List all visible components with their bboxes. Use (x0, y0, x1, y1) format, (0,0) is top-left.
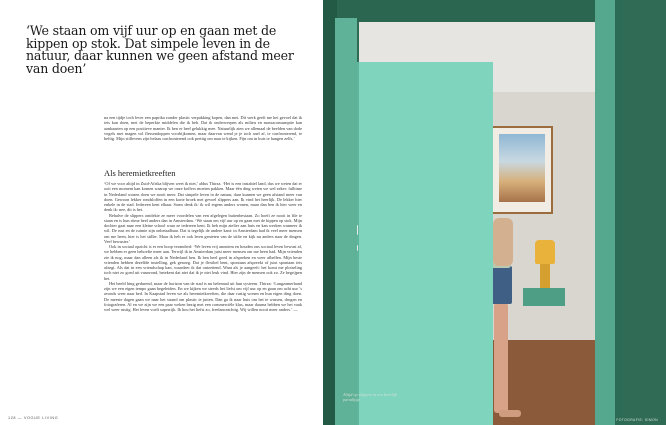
pull-quote: ‘We staan om vijf uur op en gaan met de kippen op stok. Dat simpele leven in de natuur, daar kunnen we geen afstand meer van doen’ (26, 23, 294, 76)
wall-right (623, 0, 666, 425)
body-paragraph: Ook in sociaal opzicht is er een hoop veranderd: ‘We leven vrij anoniem en houden ons sociaal leven bewust af, we hebben er geen behoefte meer aan. Terwijl ik in Amsterdam juist meer mensen om me heen had. Mijn vrienden zie ik nog, maar dan alleen als ik in Nederland ben. Ik ben heel goed in afspreken en weer afbellen. Mijn beste vrienden hebben dezelfde instelling, gek genoeg. Dat je flexibel bent, spontaan afspreekt of juist spontaan iets afzegt. Als dat in een vriendschap kan, waardeer ik dat ontzettend. Want als je aangeeft: het komt me plotseling toch niet zo goed uit vanavond, betekent dat niet dat ik je niet leuk vind. Hier zijn de mensen ook zo. Ze begrijpen het. (104, 244, 302, 281)
door-frame-left (335, 18, 357, 425)
person-foot (499, 410, 521, 417)
photo-page (323, 0, 666, 425)
open-door (353, 62, 493, 425)
wall-painting (491, 126, 553, 214)
painting-canvas (499, 134, 545, 202)
side-table (523, 288, 565, 306)
body-paragraph: ‘Of we voor altijd in Zuid-Afrika blijven weet ik niet,’ aldus Thirza. ‘Het is een instabiel land, dus we weten dat er ooit een moment kan komen waarop we onze koffers moeten pakken. Maar één ding weten we wel zeker: fulltime in Nederland wonen doen we nooit meer. Dat simpele leven in de natuur, daar kunnen we geen afstand meer van doen. Gewoon lekker rondsloffen in een korte broek met gevoel slippers aan. Ik vind het heerlijk. De lekker hier enkele in de stad. Iedereen kent elkaar. Soms denk ik: ik wil ergens anders wonen, maar dan ben ik hier weer en denk ik: nee, dit is het. (104, 181, 302, 213)
person-hair (493, 218, 513, 266)
lamp-shade (535, 240, 555, 264)
photo-caption: Altijd op slippers in een heerlijk paradijsje. (343, 392, 397, 402)
body-paragraph: Het beeld hing gedurend, maar de horizon van de stad is nu helemaal uit hun systeem. Thirza: ‘Langzamerhand zijn we een eigen tempo gaan begeleiden. En we kijken we steeds het liefst om vijf uur op en gaan om acht uur ’s avonds weer naar bed. In Kaapstad leven we als heremietkreeften, die daar rustig wonen en hun eigen ding doen. De meeste dagen gaan we naar het strand om plastic te jutten. Dan ga ik naar huis om het te wassen, drogen en fotograferen. Al en we zijn we een paar weken bezig met een commerciële klus, maar daarna hebben we het vaak wel weer rustig. Het leven voelt superrijk. Ik hou het liefst zo, freelanceachtig. Wij willen nooit meer anders.’ — (104, 280, 302, 312)
lamp-base (540, 264, 550, 288)
door-frame-shadow (615, 0, 623, 425)
photo-credit: FOTOGRAFIE: SIMON (616, 418, 658, 422)
person-shorts (490, 266, 512, 304)
body-paragraph: Behalve de slippers ontdekte ze meer voordelen van een afgelegen buitenbestaan. Zo hoeft ze nooit in file te staan en is hun ritme heel anders dan in Amsterdam. ‘We staan om vijf uur op en gaan met de kippen op stok. Mijn dochter gaat naar een kleine school waar ze iedereen kent. Ik heb mijn atelier aan huis en kan werken wanneer ik wil. De rust en de ruimte zijn onbetaalbaar. Dat is tegelijk de andere kant: in Amsterdam had ik veel meer mensen om me heen, hier is het stiller. Maar ik heb er ook leren genieten van de stilte en kijk nu anders naar de dingen. Veel bewuster.’ (104, 212, 302, 244)
intro-paragraph: na een tijdje toch lever een paprika zonder plastic verpakking kopen, dan met. Dit werk geeft me het gevoel dat ik iets kan doen, met de beperkte middelen die ik heb. Dat ik onderwerpen als milieu en massaconsumptie kan aankaarten op een positieve manier. Ik ben er heel gelukkig mee. Natuurlijk zien we allemaal de beelden van dode vogels met magen vol flessendoppen voorbijkomen, maar daarvan wend je je toch snel af, te confronterend, te heftig. Mijn stillevens zijn helaas confronterend ook prettig om naar te kijken. Fijn om in huis te hangen zelfs.’ (104, 115, 302, 141)
intro-column (104, 115, 302, 141)
page-folio: 128 — VOGUE LIVING (8, 416, 59, 420)
text-page (0, 0, 323, 425)
person-leg (494, 303, 508, 413)
body-column (104, 181, 302, 312)
section-heading: Als heremietkreeften (104, 168, 176, 178)
door-frame-top (337, 0, 617, 22)
